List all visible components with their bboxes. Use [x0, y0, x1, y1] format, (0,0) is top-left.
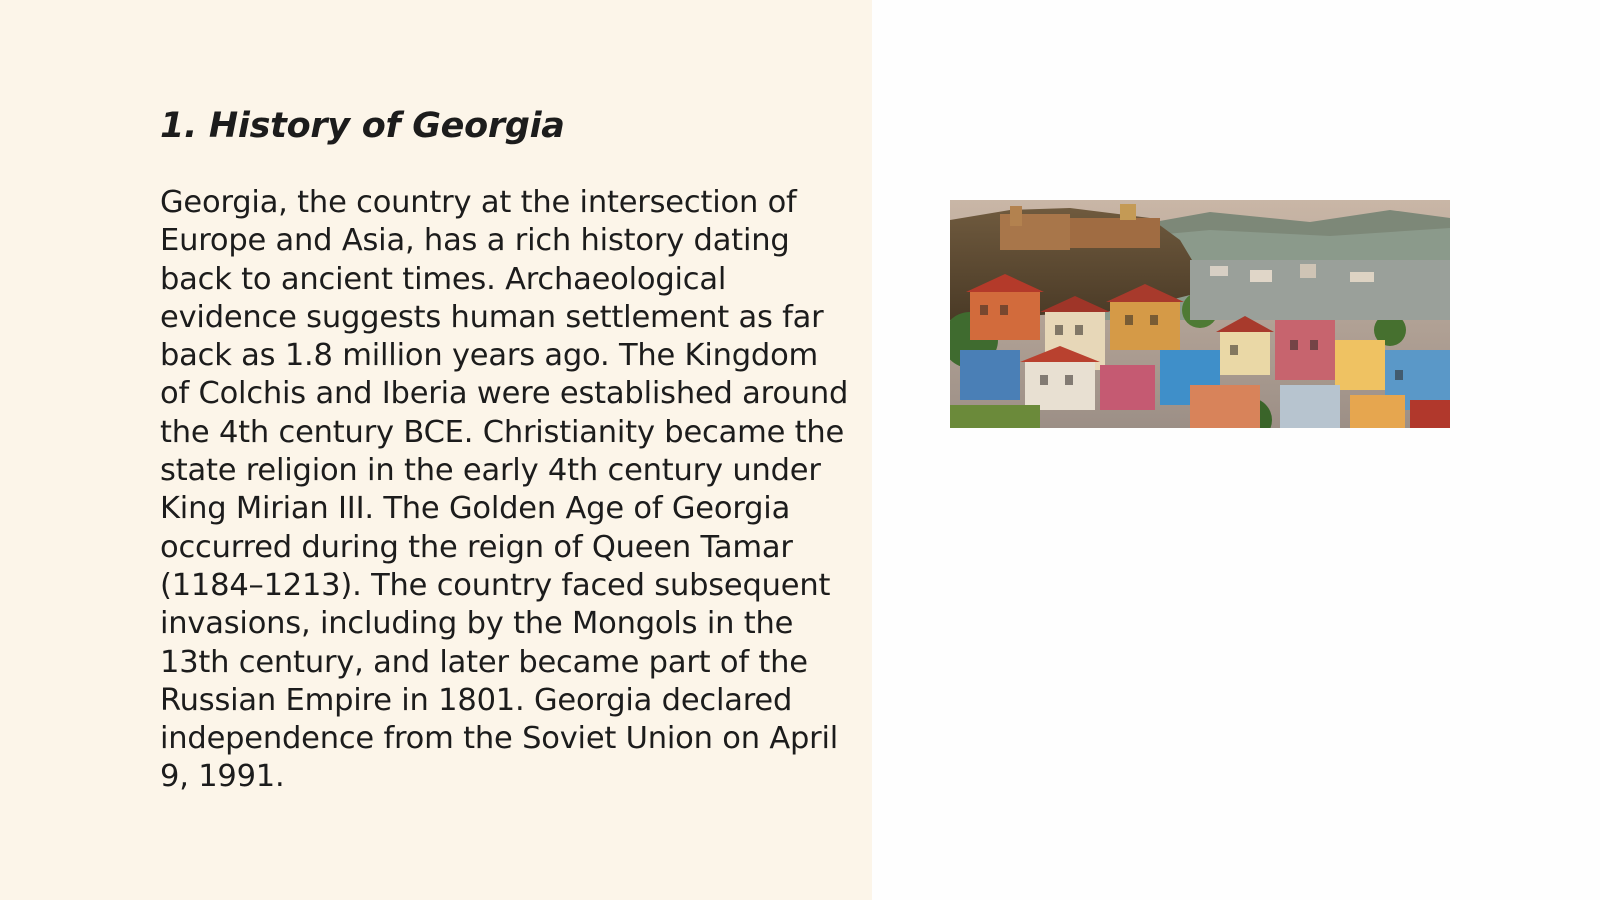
slide-title: 1. History of Georgia — [160, 106, 565, 146]
slide-body-text: Georgia, the country at the intersection of Europe and Asia, has a rich history dating back to ancient times. Archaeological evidence suggests human settlement as far back as 1.8 million years ago. The Kingdom of Colchis and Iberia were established around the 4th century BCE. Christianity became the state religion in the early 4th century under King Mirian III. The Golden Age of Georgia occurred during the reign of Queen Tamar (1184–1213). The country faced subsequent invasions, including by the Mongols in the 13th century, and later became part of the Russian Empire in 1801. Georgia declared independence from the Soviet Union on April 9, 1991. — [160, 185, 849, 795]
tbilisi-old-town-photo — [950, 200, 1450, 428]
city-photo-illustration — [950, 200, 1450, 428]
